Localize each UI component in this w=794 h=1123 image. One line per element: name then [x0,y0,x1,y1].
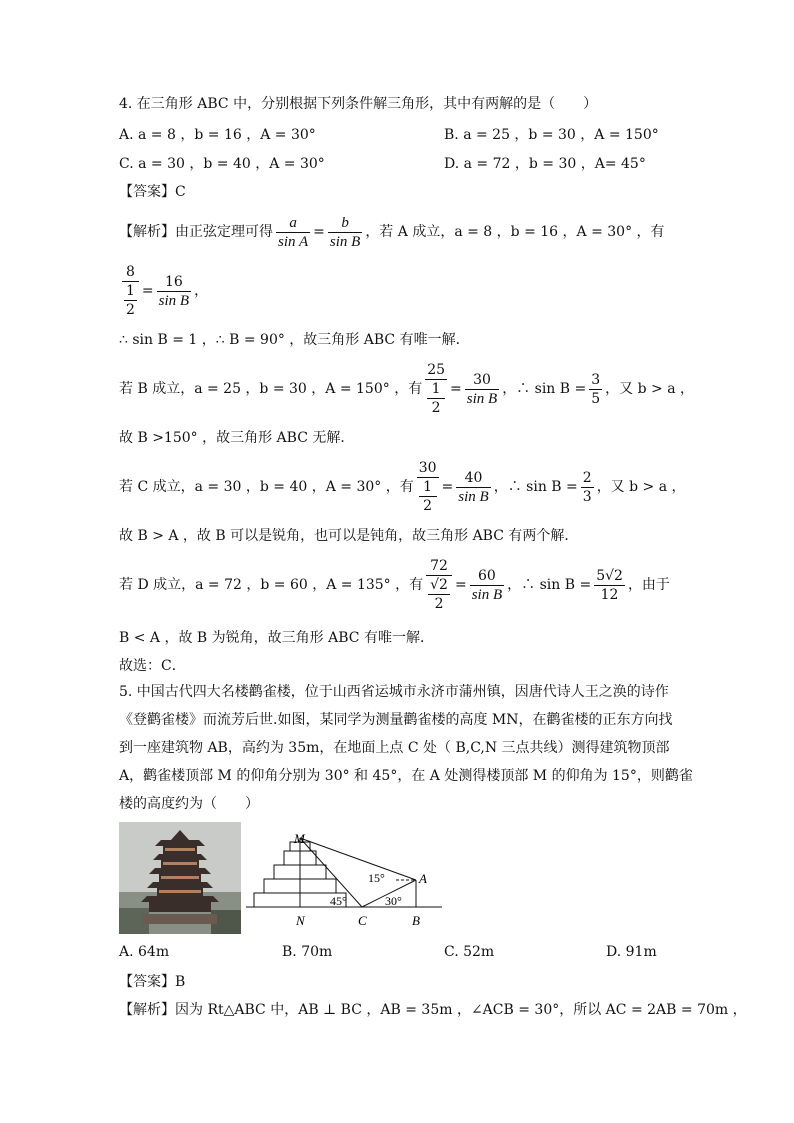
q5-line3: 到一座建筑物 AB，高约为 35m，在地面上点 C 处（ B,C,N 三点共线）测得建筑物顶部 [119,740,670,756]
fraction-b-over-sinB [328,214,362,251]
numerator: 72 [426,557,452,576]
fraction-16-over-sinB [157,273,191,310]
q4-conclusion-d: B < A ，故 B 为锐角，故三角形 ABC 有唯一解． [119,630,434,646]
angle-45-label: 45° [330,894,347,908]
fraction-3-over-5 [589,371,602,408]
denominator: sin B [466,390,498,407]
text: ，∴ sin B = [493,479,578,495]
q5-line2: 《登鹳雀楼》而流芳后世.如图，某同学为测量鹳雀楼的高度 MN，在鹳雀楼的正东方向找 [119,712,673,728]
denominator: sin B [158,292,190,309]
denominator: sin B [329,233,361,250]
equals: = [450,381,462,397]
numerator: 2 [582,469,592,486]
fraction-sqrt2-over-2 [426,576,452,613]
denominator: 3 [582,488,592,505]
geometry-diagram [246,830,442,936]
label-a: A [419,871,427,886]
fraction-30-over-sinB [465,371,499,408]
equals: = [313,224,325,240]
text: 若 C 成立，a = 30 ，b = 40 ，A = 30° ，有 [119,479,414,495]
angle-15-label: 15° [368,871,385,885]
q4-option-b: B. a = 25 ，b = 30 ，A = 150° [444,127,659,143]
q4-option-c: C. a = 30 ，b = 40 ，A = 30° [119,156,325,172]
q5-option-d: D. 91m [606,944,657,960]
label-m: M [294,831,305,846]
denominator: 2 [126,302,135,318]
fraction-one-half [425,380,447,417]
q5-option-b: B. 70m [282,944,333,960]
numerator: 30 [465,371,499,390]
numerator: b [328,214,362,233]
numerator: 1 [427,380,445,399]
numerator: √2 [430,577,448,593]
q4-stem: 4. 在三角形 ABC 中，分别根据下列条件解三角形，其中有两解的是（ ） [119,96,598,112]
q4-equation-a: 8 1 2 = $\frac{16}{\text{sin B}}$ ， [119,262,208,320]
fraction-72-over-sqrt2-half [426,557,452,613]
q4-choose: 故选：C． [119,658,186,674]
text: 由正弦定理可得 [175,224,273,240]
fraction-8-over-half [122,263,139,319]
fraction-5sqrt2-over-12 [594,567,625,604]
equals: = [454,577,467,593]
fraction-a-over-sinA [276,214,310,251]
text: 若 B 成立，a = 25 ，b = 30 ，A = 150° ，有 [119,381,423,397]
q5-option-a: A. 64m [119,944,170,960]
denominator: 2 [423,498,433,514]
equals: = [141,283,154,299]
tower-photo [119,822,241,934]
text: 若 D 成立，a = 72 ，b = 60 ，A = 135° ，有 [119,577,424,593]
numerator: 60 [470,567,504,586]
numerator: 40 [456,469,490,488]
denominator: sin B [471,586,503,603]
q5-answer: 【答案】B [119,974,186,990]
q4-conclusion-a: ∴ sin B = 1 ，∴ B = 90° ，故三角形 ABC 有唯一解． [119,332,470,348]
equals: = [441,479,454,495]
q4-option-d: D. a = 72 ，b = 30 ，A= 45° [444,156,646,172]
text: ，∴ sin B = [507,577,592,593]
q4-case-d [119,554,670,616]
angle-30-label: 30° [385,894,402,908]
label-n: N [296,913,305,928]
denominator: 5 [591,390,601,407]
fraction-30-over-half [417,459,439,515]
label-b: B [412,913,420,928]
fraction-60-over-sinB [470,567,504,604]
q5-line4: A，鹳雀楼顶部 M 的仰角分别为 30° 和 45°，在 A 处测得楼顶部 M 的仰角为 15°，则鹳雀 [119,768,693,784]
denominator: sin B [458,488,489,505]
q4-answer: 【答案】C [119,184,186,200]
numerator: 3 [591,371,601,388]
fraction-25-over-half [425,361,447,417]
q5-option-c: C. 52m [444,944,495,960]
q4-case-b [119,360,694,418]
q5-line1: 5. 中国古代四大名楼鹳雀楼，位于山西省运城市永济市蒲州镇，因唐代诗人王之涣的诗作 [119,684,669,700]
numerator: 1 [126,283,135,299]
q5-line5: 楼的高度约为（ ） [119,796,259,812]
denominator: sin A [278,233,309,250]
fraction-one-half [122,282,139,319]
numerator: a [276,214,310,233]
text: ，∴ sin B = [502,381,587,397]
text: ，又 b > a ， [605,381,695,397]
q4-option-a: A. a = 8 ，b = 16 ，A = 30° [119,127,316,143]
q4-conclusion-b: 故 B >150° ，故三角形 ABC 无解． [119,430,355,446]
label-c: C [358,913,367,928]
numerator: 1 [419,478,437,497]
denominator: 12 [600,586,619,603]
fraction-2-over-3 [581,469,594,506]
solution-label: 【解析】 [119,224,175,240]
denominator: 2 [431,400,441,416]
q4-case-c [119,458,686,516]
q4-solution-line1 [119,210,665,254]
fraction-one-half [417,478,439,515]
fraction-40-over-sinB [456,469,490,506]
q4-conclusion-c: 故 B > A ，故 B 可以是锐角，也可以是钝角，故三角形 ABC 有两个解． [119,528,579,544]
text: ，由于 [627,577,670,593]
text: ，又 b > a ， [596,479,686,495]
numerator: 25 [427,362,446,378]
denominator: 2 [434,596,444,612]
numerator: 16 [157,273,191,292]
text: ，若 A 成立，a = 8 ，b = 16 ，A = 30° ，有 [365,224,665,240]
numerator: 8 [122,263,139,282]
numerator: 5√2 [596,567,623,584]
numerator: 30 [418,460,437,476]
q5-solution: 【解析】因为 Rt△ABC 中，AB ⊥ BC ，AB = 35m ，∠ACB = 30°，所以 AC = 2AB = 70m ， [119,1002,747,1018]
